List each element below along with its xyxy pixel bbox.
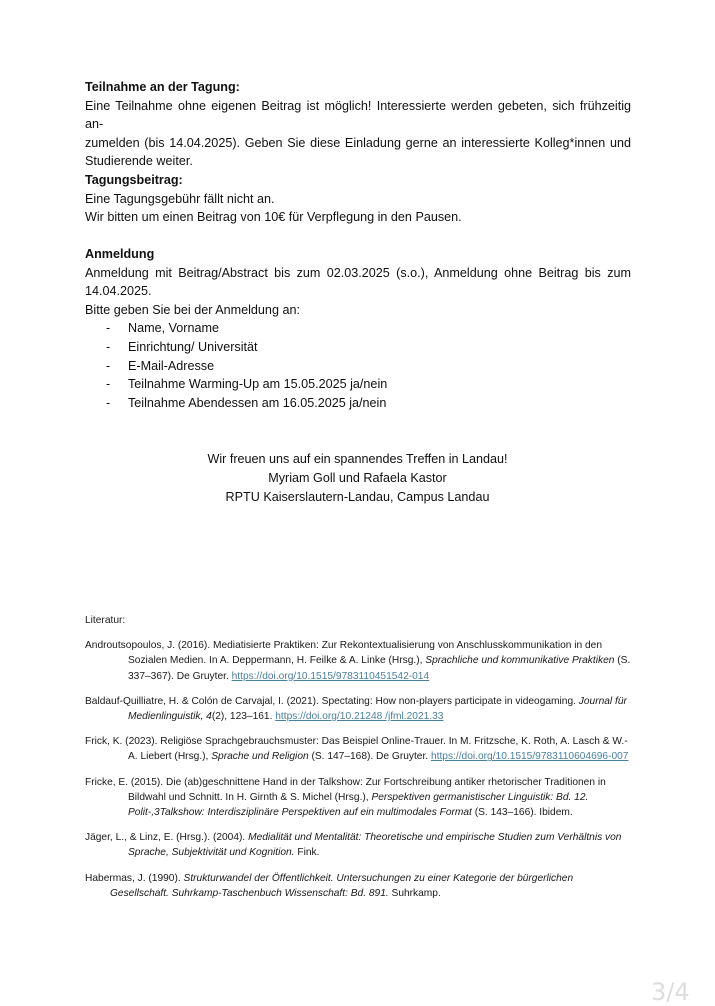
reference-entry [85,775,633,821]
doi-link[interactable]: https://doi.org/10.1515/9783110451542-014 [231,670,430,682]
bullet-dash: - [106,358,111,373]
paragraph-line: Wir bitten um einen Beitrag von 10€ für Verpflegung in den Pausen. [85,210,462,225]
section-tagungsbeitrag [85,171,631,227]
list-item [85,338,631,357]
reference-entry [85,871,633,901]
list-item-text: E-Mail-Adresse [128,358,215,373]
list-item [85,394,631,413]
ref-title: Perspektiven germanistischer Linguistik: Bd. 12. Polit-,3Talkshow: Interdisziplinäre Perspektiven auf ein multimodales Format [128,791,589,819]
doi-link[interactable]: https://doi.org/10.21248 /jfml.2021.33 [275,711,444,723]
ref-text: Frick, K. (2023). Religiöse Sprachgebrauchsmuster: Das Beispiel Online-Trauer. In M. Fritzsche, K. Roth, A. Lasch & W.-A. Liebert (Hrsg.), [85,736,628,763]
bullet-dash: - [106,321,111,336]
list-item-text: Name, Vorname [128,321,219,336]
paragraph-line: Eine Teilnahme ohne eigenen Beitrag ist möglich! Interessierte werden gebeten, sich frühzeitig an- [85,98,631,132]
paragraph-line: zumelden (bis 14.04.2025). Geben Sie diese Einladung gerne an interessierte Kolleg*innen und [85,135,631,150]
ref-text: Jäger, L., & Linz, E. (Hrsg.). (2004). [85,832,249,844]
ref-text: Androutsopoulos, J. (2016). Mediatisierte Praktiken: Zur Rekontextualisierung von Anschlusskommunikation in den Sozialen Medien. In A. Deppermann, H. Feilke & A. Linke (Hrsg.), [85,640,602,667]
section-teilnahme [85,78,631,171]
closing-block [0,450,715,506]
section-heading: Tagungsbeitrag: [85,173,183,187]
ref-text: Baldauf-Quilliatre, H. & Colón de Carvajal, I. (2021). Spectating: How non-players participate in videogaming. [85,695,579,707]
paragraph-line: 14.04.2025. [85,284,152,299]
reference-entry [85,694,633,724]
ref-title: Strukturwandel der Öffentlichkeit. Untersuchungen zu einer Kategorie der bürgerlichen Gesellschaft. Suhrkamp-Taschenbuch Wissenschaft: Bd. 891. [110,872,574,899]
ref-text: Fink. [294,847,320,859]
bullet-dash: - [106,395,111,410]
closing-line: Wir freuen uns auf ein spannendes Treffen in Landau! [207,452,508,466]
ref-text: Fricke, E. (2015). Die (ab)geschnittene Hand in der Talkshow: Zur Fortschreibung antiker rhetorischer Traditionen in Bildwahl und Schnitt. In H. Girnth & S. Michel (Hrsg.), [85,776,606,803]
page-number: 3/4 [651,978,690,1006]
ref-text: (S. 337–367). De Gruyter. [128,655,631,682]
paragraph-line: Bitte geben Sie bei der Anmeldung an: [85,302,300,317]
doi-link[interactable]: https://doi.org/10.1515/9783110604696-007 [430,751,629,763]
list-item [85,319,631,338]
references-section [85,613,633,901]
section-heading: Teilnahme an der Tagung: [85,80,240,94]
ref-title: Journal für Medienlinguistik [128,695,627,723]
reference-entry [85,638,633,684]
references-heading: Literatur: [85,615,126,626]
closing-line: Myriam Goll und Rafaela Kastor [268,470,447,485]
ref-text: Suhrkamp. [388,887,441,899]
bullet-dash: - [106,377,111,392]
closing-line: RPTU Kaiserslautern-Landau, Campus Landau [225,489,490,504]
paragraph-line: Eine Tagungsgebühr fällt nicht an. [85,191,275,206]
ref-text: (2), 123–161. [211,711,276,723]
reference-entry [85,734,633,764]
list-item-text: Einrichtung/ Universität [128,339,258,354]
ref-text: (S. 143–166). Ibidem. [471,807,573,819]
ref-title: Sprache und Religion [211,751,309,763]
paragraph-line: Anmeldung mit Beitrag/Abstract bis zum 02.03.2025 (s.o.), Anmeldung ohne Beitrag bis zum [85,265,631,280]
list-item-text: Teilnahme Warming-Up am 15.05.2025 ja/nein [128,377,388,392]
list-item [85,375,631,394]
registration-list [85,319,631,412]
section-heading: Anmeldung [85,247,155,261]
ref-text: (S. 147–168). De Gruyter. [308,751,431,763]
reference-entry [85,830,633,860]
ref-volume: , 4 [200,711,212,723]
bullet-dash: - [106,339,111,354]
ref-title: Medialität und Mentalität: Theoretische und empirische Studien zum Verhältnis von Sprache, Subjektivität und Kognition. [128,832,622,859]
ref-title: Sprachliche und kommunikative Praktiken [425,655,615,667]
paragraph-line: Studierende weiter. [85,154,193,169]
section-anmeldung [85,245,631,412]
ref-text: Habermas, J. (1990). [85,872,184,884]
list-item-text: Teilnahme Abendessen am 16.05.2025 ja/nein [128,395,387,410]
list-item [85,357,631,376]
